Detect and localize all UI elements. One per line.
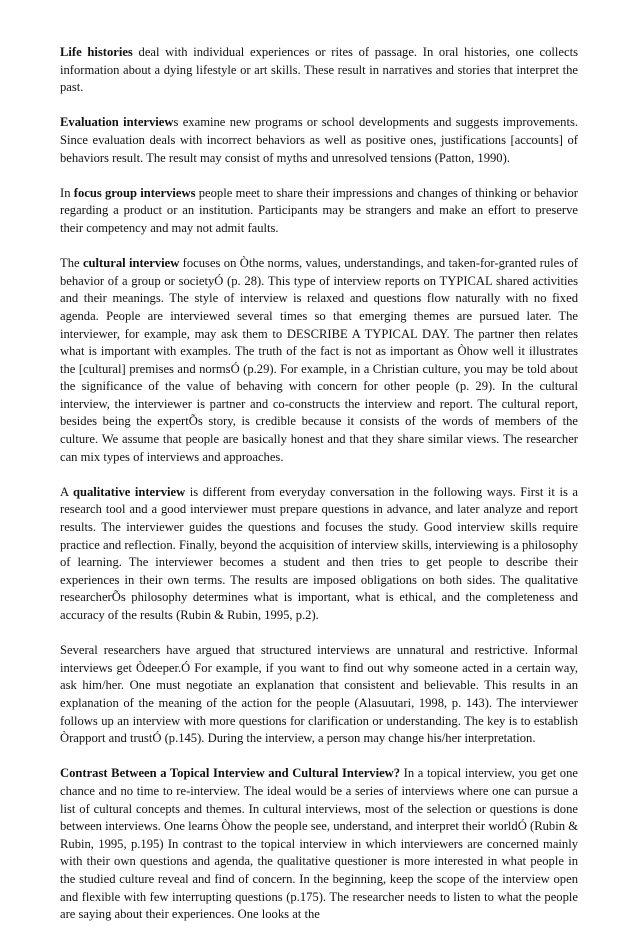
- heading-contrast-topical-cultural: Contrast Between a Topical Interview and Cultural Interview?: [60, 766, 401, 781]
- document-page: [60, 44, 578, 941]
- paragraph-text: A: [60, 484, 73, 499]
- paragraph-text: focuses on Òthe norms, values, understandings, and taken-for-granted rules of behavior of a group or societyÓ (p. 28). This type of interview reports on TYPICAL shared activities and their meanings. The style of interview is relaxed and questions flow naturally with no fixed agenda. People are interviewed several times so that emerging themes are pursued later. The interviewer, for example, may ask them to DESCRIBE A TYPICAL DAY. The partner then relates what is important with examples. The truth of the fact is not as important as Òhow well it illustrates the [cultural] premises and normsÓ (p.29). For example, in a Christian culture, you may be told about the significance of the value of behaving with concern for other people (p. 29). In the cultural interview, the interviewer is partner and co-constructs the interview and report. The cultural report, besides being the expertÕs story, is credible because it consists of the words of members of the culture. We assume that people are basically honest and that they share similar views. The researcher can mix types of interviews and approaches.: [60, 256, 578, 464]
- paragraph-text: deal with individual experiences or rites of passage. In oral histories, one collects information about a dying lifestyle or art skills. These result in narratives and stories that interpret the past.: [60, 45, 578, 95]
- paragraph-text: In: [60, 185, 74, 200]
- paragraph-structured-interviews: [60, 642, 578, 748]
- paragraph-evaluation-interviews: [60, 114, 578, 167]
- paragraph-text: Several researchers have argued that structured interviews are unnatural and restrictive. Informal interviews get Òdeeper.Ó For example, if you want to find out why someone acted in a certain way, ask him/her. One must negotiate an explanation that consistent and believable. This results in an explanation of the meaning of the action for the people (Alasuutari, 1998, p. 143). The interviewer follows up an interview with more questions for clarification or understanding. The key is to establish Òrapport and trustÓ (p.145). During the interview, a person may change his/her interpretation.: [60, 643, 578, 746]
- term-life-histories: Life histories: [60, 45, 133, 59]
- paragraph-focus-group: [60, 185, 578, 238]
- paragraph-qualitative-interview: [60, 484, 578, 625]
- paragraph-text: people meet to share their impressions and changes of thinking or behavior regarding a product or an institution. Participants may be strangers and make an effort to preserve their competency and may not admit faults.: [60, 185, 578, 235]
- paragraph-text: In a topical interview, you get one chance and no time to re-interview. The ideal would be a series of interviews where one can pursue a list of cultural concepts and themes. In cultural interviews, most of the selection or questions is done between interviews. One learns Òhow the people see, understand, and interpret their worldÓ (Rubin & Rubin, 1995, p.195) In contrast to the topical interview in which interviewers are concerned mainly with their own questions and agenda, the qualitative questioner is more interested in what people in the studied culture reveal and find of concern. In the beginning, keep the scope of the interview open and flexible with few interrupting questions (p.175). The researcher needs to listen to what the people are saying about their experiences. One looks at the: [60, 766, 578, 922]
- paragraph-text: is different from everyday conversation in the following ways. First it is a research tool and a good interviewer must prepare questions in advance, and later analyze and report results. The interviewer guides the questions and focuses the study. Good interview skills require practice and reflection. Finally, beyond the acquisition of interview skills, interviewing is a philosophy of learning. The interviewer becomes a student and then tries to get people to describe their experiences in their own terms. The results are imposed obligations on both sides. The qualitative researcherÕs philosophy determines what is important, what is ethical, and the completeness and accuracy of the results (Rubin & Rubin, 1995, p.2).: [60, 484, 578, 622]
- paragraph-life-histories: [60, 44, 578, 97]
- paragraph-contrast: [60, 765, 578, 923]
- term-evaluation-interview: Evaluation interview: [60, 115, 174, 130]
- term-focus-group-interviews: focus group interviews: [73, 185, 196, 200]
- term-qualitative-interview: qualitative interview: [72, 484, 186, 499]
- paragraph-cultural-interview: [60, 255, 578, 466]
- term-cultural-interview: cultural interview: [82, 256, 180, 271]
- paragraph-text: s examine new programs or school developments and suggests improvements. Since evaluation deals with incorrect behaviors as well as positive ones, justifications [accounts] of behaviors result. The result may consist of myths and unresolved tensions (Patton, 1990).: [60, 115, 578, 165]
- paragraph-text: The: [60, 256, 83, 271]
